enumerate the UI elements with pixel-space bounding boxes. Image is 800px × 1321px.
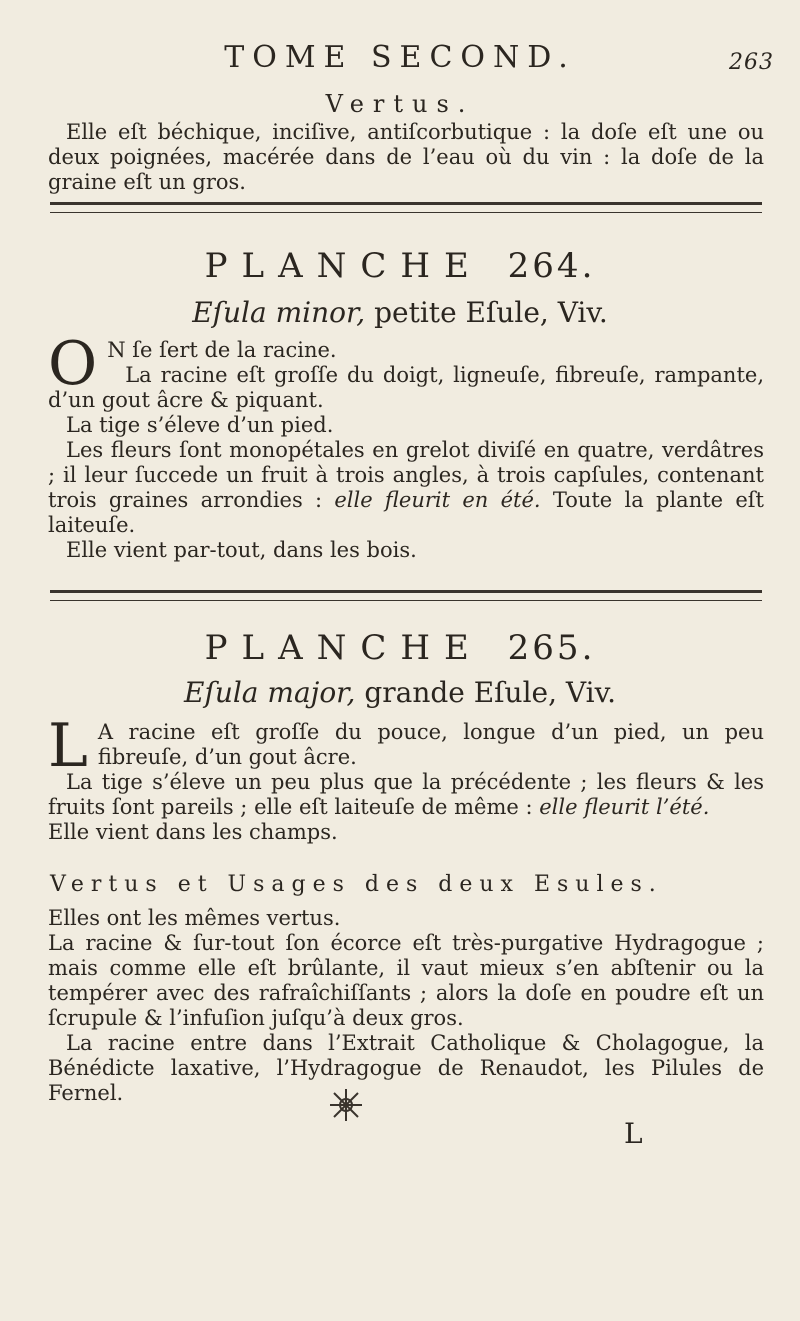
vertus-paragraph: Elle eſt béchique, inciſive, antiſcorbutique : la doſe eſt une ou deux poignées, macérée dans de l’eau où du vin : la doſe de la graine eſt un gros.	[48, 120, 764, 194]
page-number: 263	[729, 50, 774, 75]
plate-265-title	[0, 628, 800, 668]
signature-mark: L	[624, 1117, 643, 1150]
plate-264-paragraph-4	[48, 438, 764, 538]
plate-265-dropcap: L	[48, 711, 88, 781]
plate-265-p2-text: La tige s’éleve un peu plus que la précédente ; les fleurs & les fruits ſont pareils ; elle eſt laiteuſe de même :	[48, 770, 764, 819]
plate-264-p4-text-end: Toute la plante eſt laiteuſe.	[48, 488, 764, 537]
plate-264-dropcap: O	[48, 329, 98, 399]
plate-265-number: 265.	[507, 628, 596, 668]
section-divider	[50, 590, 762, 601]
plate-264-label: PLANCHE	[204, 246, 483, 286]
usage-title: Vertus et Usages des deux Esules.	[50, 872, 663, 897]
usage-paragraph-3: La racine entre dans l’Extrait Catholique & Cholagogue, la Bénédicte laxative, l’Hydragogue de Renaudot, les Pilules de Fernel.	[48, 1031, 764, 1105]
plate-264-paragraph-2: La racine eſt groſſe du doigt, ligneuſe, fibreuſe, rampante, d’un gout âcre & piquant.	[48, 363, 764, 412]
plate-264-paragraph-3: La tige s’éleve d’un pied.	[66, 413, 334, 437]
section-divider	[50, 202, 762, 213]
plate-265-paragraph-2	[48, 770, 764, 820]
plate-264-number: 264.	[507, 246, 596, 286]
plate-265-p2-emphasis: elle fleurit l’été.	[539, 795, 710, 819]
plate-264-common-name: petite Eſule, Viv.	[374, 296, 608, 329]
plate-264-p4-emphasis: elle fleurit en été.	[334, 488, 541, 512]
plate-264-p4-text: Les fleurs ſont monopétales en grelot diviſé en quatre, verdâtres ; il leur ſuccede un fruit à trois angles, à trois capſules, contenant trois graines arrondies :	[48, 438, 764, 512]
plate-265-text	[48, 711, 764, 845]
usage-paragraph-1: Elles ont les mêmes vertus.	[48, 906, 341, 930]
plate-265-label: PLANCHE	[204, 628, 483, 668]
plate-265-paragraph-1: A racine eſt groſſe du pouce, longue d’un pied, un peu fibreuſe, d’un gout âcre.	[97, 720, 764, 769]
plate-264-paragraph-1: N ſe ſert de la racine.	[107, 338, 337, 362]
plate-265-latin-name: Eſula major,	[184, 676, 356, 709]
plate-265-common-name: grande Eſule, Viv.	[364, 676, 616, 709]
usage-paragraph-2: La racine & ſur-tout ſon écorce eſt très-purgative Hydragogue ; mais comme elle eſt brûlante, il vaut mieux s’en abſtenir ou la tempérer avec des rafraîchiſſants ; alors la doſe en poudre eſt un ſcrupule & l’infuſion juſqu’à deux gros.	[48, 931, 764, 1030]
plate-265-paragraph-3: Elle vient dans les champs.	[48, 820, 338, 844]
fleuron-ornament-icon	[326, 1085, 366, 1125]
plate-264-title	[0, 246, 800, 286]
plate-265-subtitle	[0, 676, 800, 709]
running-head: TOME SECOND.	[224, 40, 576, 75]
plate-264-text	[48, 329, 764, 563]
vertus-title: Vertus.	[325, 90, 475, 118]
plate-264-paragraph-5: Elle vient par-tout, dans les bois.	[66, 538, 417, 562]
plate-264-subtitle	[0, 296, 800, 329]
plate-264-latin-name: Eſula minor,	[192, 296, 366, 329]
usage-text	[48, 906, 764, 1106]
